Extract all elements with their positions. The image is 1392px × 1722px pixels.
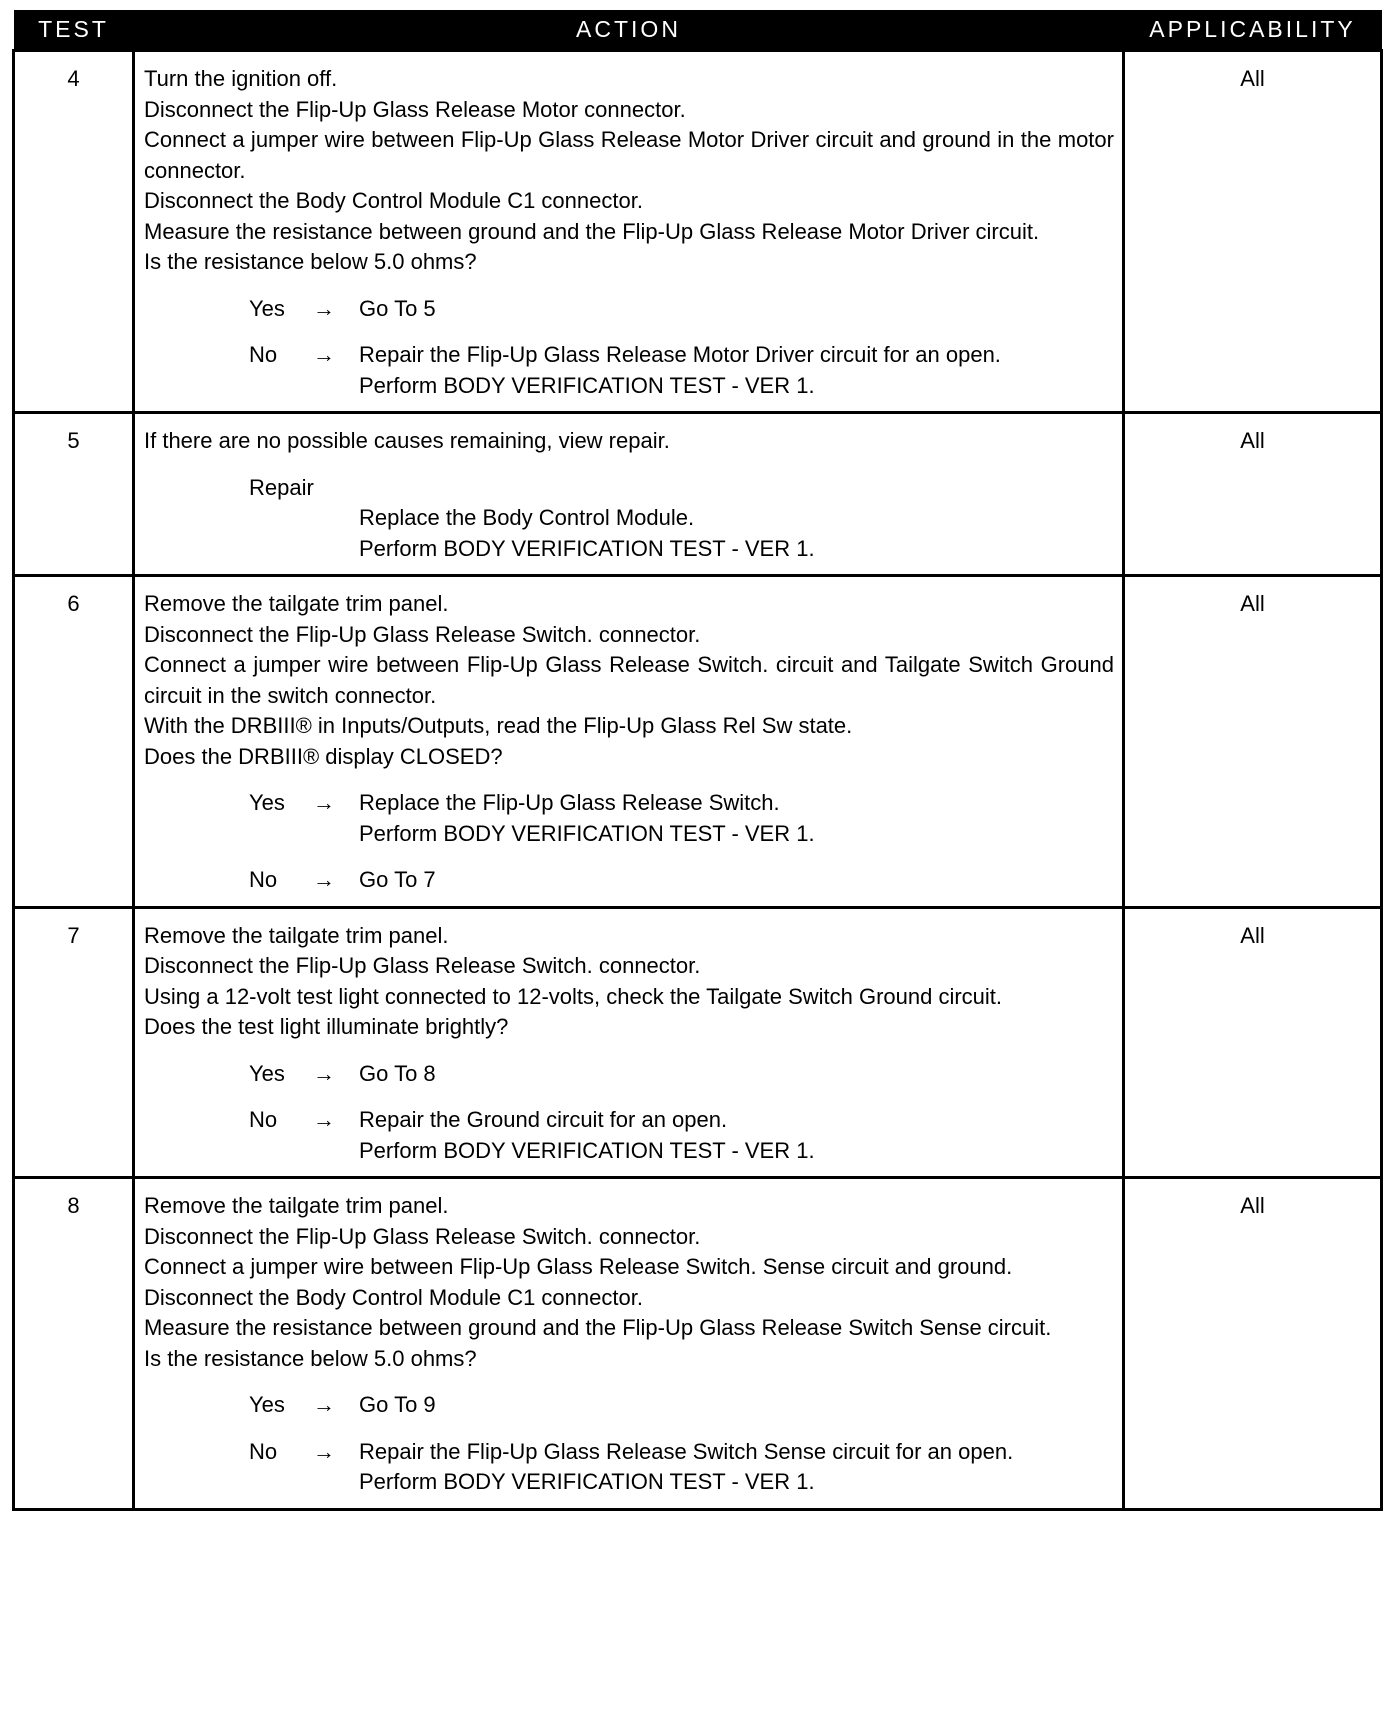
action-question: Does the test light illuminate brightly? xyxy=(144,1014,509,1039)
applicability: All xyxy=(1124,51,1382,413)
yes-label: Yes xyxy=(249,1392,285,1417)
diagnostic-test-sheet xyxy=(12,10,1380,1511)
action-line: If there are no possible causes remaining, view repair. xyxy=(144,428,670,453)
action-line: Connect a jumper wire between Flip-Up Glass Release Switch. circuit and Tailgate Switch Ground circuit in the switch connector. xyxy=(144,652,1114,708)
arrow-right-icon: → xyxy=(313,1392,335,1417)
yes-label: Yes xyxy=(249,790,285,815)
no-branch xyxy=(144,1437,1114,1498)
action-line: Disconnect the Flip-Up Glass Release Motor connector. xyxy=(144,96,686,122)
action-line: Disconnect the Body Control Module C1 connector. xyxy=(144,188,643,213)
repair-line: Perform BODY VERIFICATION TEST - VER 1. xyxy=(359,535,815,561)
applicability: All xyxy=(1124,907,1382,1178)
test-table xyxy=(12,10,1383,1511)
no-label: No xyxy=(249,1107,278,1132)
test-number: 5 xyxy=(14,413,134,576)
no-branch xyxy=(144,1105,1114,1166)
yes-result: Go To 5 xyxy=(359,295,436,321)
action-line: Turn the ignition off. xyxy=(144,66,338,91)
action-line: With the DRBIII® in Inputs/Outputs, read the Flip-Up Glass Rel Sw state. xyxy=(144,713,853,738)
test-row-7 xyxy=(14,907,1382,1178)
action-line: Disconnect the Body Control Module C1 connector. xyxy=(144,1284,643,1310)
action-cell xyxy=(134,1178,1124,1510)
yes-result: Perform BODY VERIFICATION TEST - VER 1. xyxy=(359,820,815,846)
test-row-6 xyxy=(14,576,1382,908)
action-line: Measure the resistance between ground and the Flip-Up Glass Release Switch Sense circuit. xyxy=(144,1315,1052,1340)
action-line: Connect a jumper wire between Flip-Up Glass Release Motor Driver circuit and ground in the motor connector. xyxy=(144,127,1114,183)
no-result: Perform BODY VERIFICATION TEST - VER 1. xyxy=(359,1137,815,1163)
test-number: 7 xyxy=(14,907,134,1178)
header-row xyxy=(14,10,1382,51)
test-row-5 xyxy=(14,413,1382,576)
yes-branch xyxy=(144,1390,1114,1421)
arrow-right-icon: → xyxy=(313,790,335,815)
applicability: All xyxy=(1124,413,1382,576)
header-action: ACTION xyxy=(134,10,1124,51)
repair-label: Repair xyxy=(249,474,314,500)
arrow-right-icon: → xyxy=(313,867,335,892)
yes-branch xyxy=(144,1059,1114,1090)
yes-result: Replace the Flip-Up Glass Release Switch. xyxy=(359,790,780,815)
action-line: Disconnect the Flip-Up Glass Release Switch. connector. xyxy=(144,1223,701,1249)
no-result: Go To 7 xyxy=(359,867,436,892)
yes-label: Yes xyxy=(249,295,285,321)
arrow-right-icon: → xyxy=(313,295,335,321)
action-line: Measure the resistance between ground and the Flip-Up Glass Release Motor Driver circuit. xyxy=(144,218,1040,244)
yes-branch xyxy=(144,788,1114,849)
yes-result: Go To 9 xyxy=(359,1392,436,1417)
no-branch xyxy=(144,340,1114,401)
no-label: No xyxy=(249,342,278,367)
yes-result: Go To 8 xyxy=(359,1060,436,1086)
applicability: All xyxy=(1124,1178,1382,1510)
action-line: Remove the tailgate trim panel. xyxy=(144,922,449,948)
no-result: Repair the Ground circuit for an open. xyxy=(359,1107,728,1132)
action-question: Is the resistance below 5.0 ohms? xyxy=(144,249,477,274)
test-number: 8 xyxy=(14,1178,134,1510)
action-question: Does the DRBIII® display CLOSED? xyxy=(144,743,503,769)
header-applicability: APPLICABILITY xyxy=(1124,10,1382,51)
action-cell xyxy=(134,907,1124,1178)
no-branch xyxy=(144,865,1114,896)
action-question: Is the resistance below 5.0 ohms? xyxy=(144,1345,477,1371)
action-line: Remove the tailgate trim panel. xyxy=(144,591,449,616)
action-line: Disconnect the Flip-Up Glass Release Switch. connector. xyxy=(144,953,701,978)
yes-label: Yes xyxy=(249,1060,285,1086)
action-cell xyxy=(134,576,1124,908)
header-test: TEST xyxy=(14,10,134,51)
no-result: Perform BODY VERIFICATION TEST - VER 1. xyxy=(359,1469,815,1494)
action-line: Remove the tailgate trim panel. xyxy=(144,1193,449,1218)
action-cell xyxy=(134,413,1124,576)
action-line: Using a 12-volt test light connected to 12-volts, check the Tailgate Switch Ground circuit. xyxy=(144,983,1003,1009)
no-result: Perform BODY VERIFICATION TEST - VER 1. xyxy=(359,372,815,398)
arrow-right-icon: → xyxy=(313,1107,335,1132)
arrow-right-icon: → xyxy=(313,1060,335,1086)
test-number: 6 xyxy=(14,576,134,908)
test-row-4 xyxy=(14,51,1382,413)
action-line: Connect a jumper wire between Flip-Up Glass Release Switch. Sense circuit and ground. xyxy=(144,1254,1013,1279)
arrow-right-icon: → xyxy=(313,1438,335,1464)
no-label: No xyxy=(249,1438,278,1464)
test-row-8 xyxy=(14,1178,1382,1510)
no-label: No xyxy=(249,867,278,892)
applicability: All xyxy=(1124,576,1382,908)
yes-branch xyxy=(144,294,1114,325)
test-number: 4 xyxy=(14,51,134,413)
action-line: Disconnect the Flip-Up Glass Release Switch. connector. xyxy=(144,621,701,647)
no-result: Repair the Flip-Up Glass Release Motor Driver circuit for an open. xyxy=(359,342,1001,367)
no-result: Repair the Flip-Up Glass Release Switch Sense circuit for an open. xyxy=(359,1438,1014,1464)
repair-line: Replace the Body Control Module. xyxy=(359,505,695,530)
action-cell xyxy=(134,51,1124,413)
arrow-right-icon: → xyxy=(313,342,335,367)
